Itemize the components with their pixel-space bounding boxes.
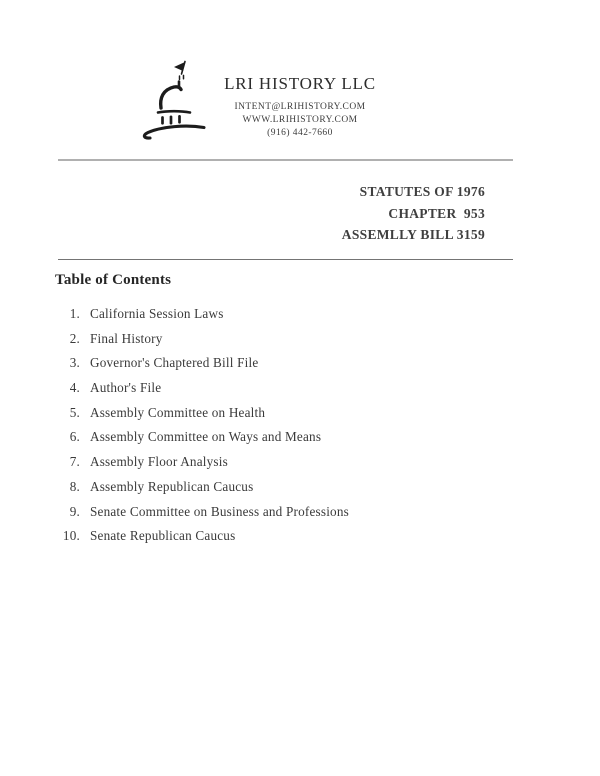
toc-item-number: 2. [69,330,80,346]
toc-item [55,450,545,475]
toc-item [55,327,545,352]
toc-title: Table of Contents [55,272,172,288]
company-name: LRI HISTORY LLC [224,74,376,93]
contact-block [100,101,500,140]
toc-item [55,524,545,549]
toc-item-label: Senate Republican Caucus [90,528,236,544]
company-phone: (916) 442-7660 [267,128,333,138]
toc-item [55,401,545,426]
toc-item-number: 6. [69,429,80,445]
toc-item-number: 4. [69,380,80,396]
toc-item-label: Senate Committee on Business and Professions [90,503,349,519]
toc-item-number: 5. [69,404,80,420]
divider-top [58,159,513,161]
company-email: INTENT@LRIHISTORY.COM [234,102,366,112]
toc-item-label: Final History [90,330,163,346]
toc-item-number: 10. [62,528,80,544]
toc-item [55,302,545,327]
toc-item [55,500,545,525]
statutes-line: STATUTES OF 1976 [359,184,485,199]
toc-item-label: Assembly Republican Caucus [90,478,254,494]
company-website: WWW.LRIHISTORY.COM [242,115,358,125]
toc-item-label: Assembly Committee on Ways and Means [90,429,322,445]
toc-item [55,351,545,376]
divider-bottom [58,259,513,260]
assembly-bill-line: ASSEMLLY BILL 3159 [341,227,485,243]
bill-reference [342,181,485,246]
toc-item [55,475,545,500]
toc-item-number: 8. [69,478,80,494]
toc-item [55,376,545,401]
toc-item-number: 9. [69,503,80,519]
toc-item-label: Governor's Chaptered Bill File [90,355,259,371]
toc-item [55,425,545,450]
chapter-line: CHAPTER 953 [388,205,485,221]
toc-item-number: 1. [69,306,80,321]
toc-item-label: Assembly Floor Analysis [90,454,228,470]
letterhead [100,74,500,140]
toc-item-number: 7. [69,454,80,470]
toc-list [55,302,545,549]
toc-item-label: California Session Laws [90,306,224,321]
toc-item-label: Assembly Committee on Health [90,404,266,420]
toc-item-label: Author's File [90,380,162,396]
toc-item-number: 3. [69,355,80,371]
